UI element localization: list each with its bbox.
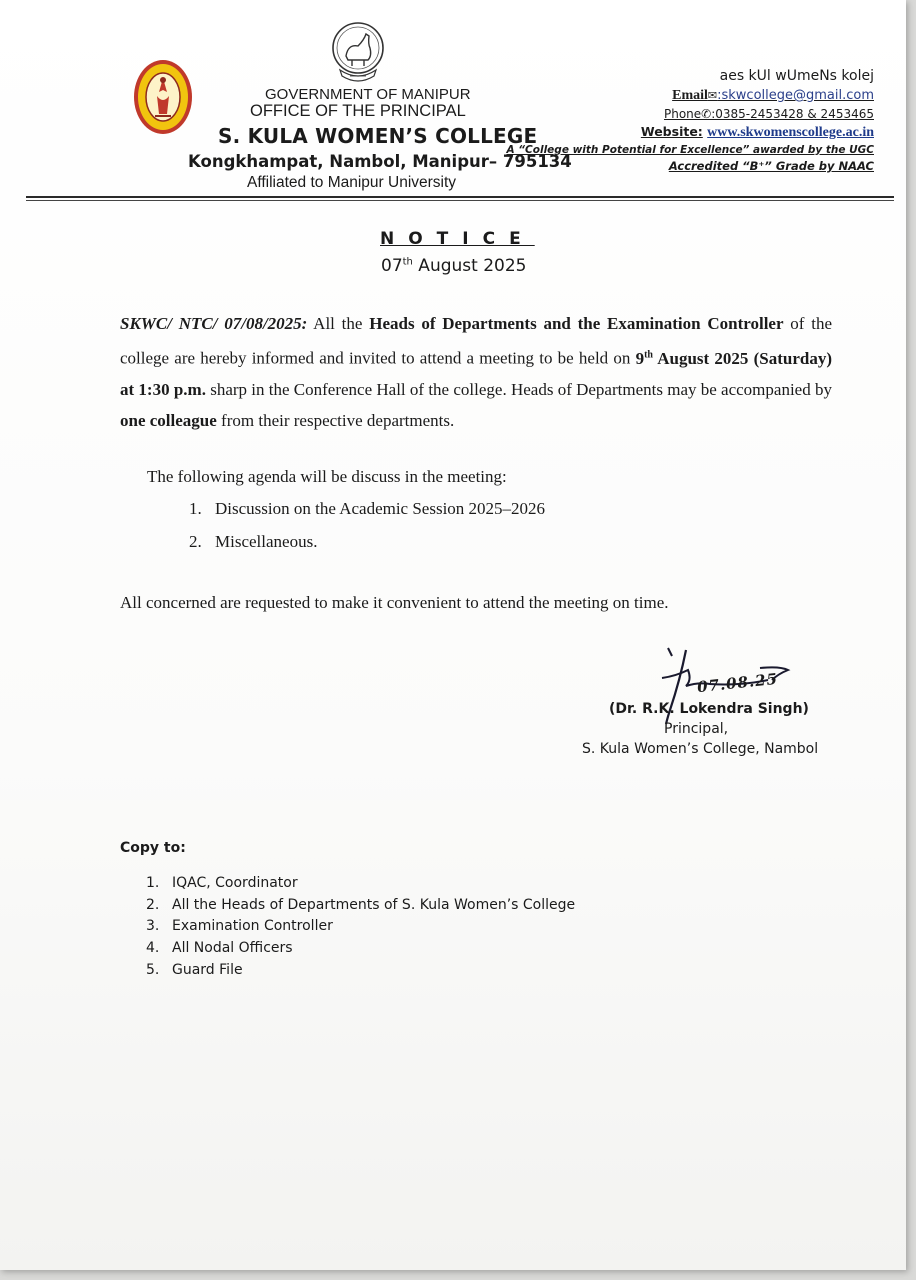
meeting-date-time: August 2025 (Saturday) at 1:30 p.m. xyxy=(120,348,833,399)
copy-item-number: 2. xyxy=(146,897,160,913)
copy-item-number: 1. xyxy=(146,875,160,891)
copy-to-item xyxy=(146,918,333,934)
copy-item-number: 5. xyxy=(146,962,160,978)
header-divider xyxy=(26,196,894,198)
agenda-item-text: Miscellaneous. xyxy=(215,532,318,551)
copy-to-label: Copy to: xyxy=(120,840,186,856)
header-email xyxy=(672,88,874,104)
notice-date-day: 07 xyxy=(381,256,403,276)
mail-icon: ✉ xyxy=(707,89,718,102)
meeting-day: 9 xyxy=(635,348,645,368)
header-office: OFFICE OF THE PRINCIPAL xyxy=(250,102,466,120)
copy-item-number: 4. xyxy=(146,940,160,956)
notice-body-paragraph xyxy=(120,308,832,436)
header-government: GOVERNMENT OF MANIPUR xyxy=(265,86,471,103)
agenda-item-text: Discussion on the Academic Session 2025–2026 xyxy=(215,499,546,518)
agenda-item xyxy=(189,499,545,519)
header-script-name: aes kUl wUmeNs kolej xyxy=(719,68,874,84)
body-text: All the xyxy=(307,314,370,333)
copy-item-text: Guard File xyxy=(172,962,243,978)
header-college-name: S. KULA WOMEN’S COLLEGE xyxy=(218,124,538,148)
header-accreditation: Accredited “B⁺” Grade by NAAC xyxy=(668,159,874,173)
notice-date xyxy=(381,256,526,276)
website-label: Website: xyxy=(640,124,703,139)
body-bold-colleague: one colleague xyxy=(120,410,217,430)
signatory-title: Principal, xyxy=(664,721,729,737)
header-affiliation: Affiliated to Manipur University xyxy=(247,174,457,191)
notice-title: NOTICE xyxy=(380,229,535,249)
signature-date: 07.08.25 xyxy=(696,669,779,697)
copy-item-text: All Nodal Officers xyxy=(172,940,293,956)
meeting-day-suffix: th xyxy=(644,349,653,360)
copy-to-item xyxy=(146,875,298,891)
email-label: Email xyxy=(672,88,708,103)
college-seal-logo xyxy=(133,58,193,136)
copy-item-text: Examination Controller xyxy=(172,918,333,934)
copy-to-item xyxy=(146,897,575,913)
notice-date-rest: August 2025 xyxy=(412,256,527,276)
website-link[interactable]: www.skwomenscollege.ac.in xyxy=(707,125,874,140)
manipur-emblem xyxy=(330,20,386,86)
header-divider-thin xyxy=(26,200,894,201)
copy-to-item xyxy=(146,962,243,978)
body-text: sharp in the Conference Hall of the college. Heads of Departments may be accompanied by xyxy=(205,379,832,399)
body-bold-addressees: Heads of Departments and the Examination Controller xyxy=(369,314,784,333)
agenda-intro: The following agenda will be discuss in the meeting: xyxy=(147,467,507,486)
signatory-name: (Dr. R.K. Lokendra Singh) xyxy=(609,701,809,717)
signatory-college: S. Kula Women’s College, Nambol xyxy=(582,741,819,757)
agenda-item-number: 1. xyxy=(189,499,202,518)
email-value[interactable]: :skwcollege@gmail.com xyxy=(717,88,874,103)
agenda-item-number: 2. xyxy=(189,532,202,551)
copy-to-item xyxy=(146,940,293,956)
header-cpe-status: A “College with Potential for Excellence” awarded by the UGC xyxy=(506,144,874,156)
copy-item-text: All the Heads of Departments of S. Kula Women’s College xyxy=(172,897,576,913)
body-text: from their respective departments. xyxy=(216,410,455,430)
reference-number: SKWC/ NTC/ 07/08/2025: xyxy=(120,314,308,333)
copy-item-text: IQAC, Coordinator xyxy=(172,875,298,891)
copy-item-number: 3. xyxy=(146,918,160,934)
closing-line: All concerned are requested to make it convenient to attend the meeting on time. xyxy=(120,593,669,612)
body-text: of the college are hereby informed and invited to attend a meeting to be held on xyxy=(120,314,832,368)
header-phone: Phone✆:0385-2453428 & 2453465 xyxy=(663,107,874,121)
header-website xyxy=(641,124,874,141)
header-address: Kongkhampat, Nambol, Manipur– 795134 xyxy=(188,152,572,171)
agenda-item xyxy=(189,532,317,552)
notice-date-suffix: th xyxy=(402,256,413,268)
